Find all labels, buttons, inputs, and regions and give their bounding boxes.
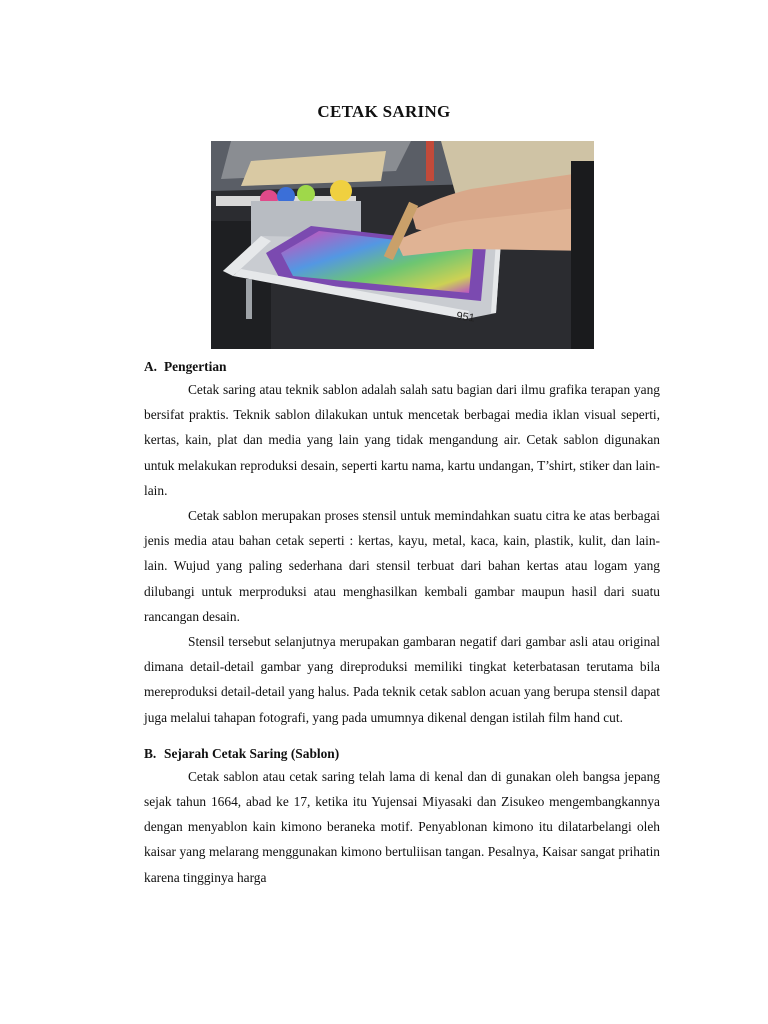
- paragraph: Cetak saring atau teknik sablon adalah salah satu bagian dari ilmu grafika terapan yang bersifat praktis. Teknik sablon dilakukan untuk mencetak berbagai media iklan visual seperti, kertas, kain, plat dan media yang lain yang tidak mengandung air. Cetak sablon digunakan untuk melakukan reproduksi desain, seperti kartu nama, kartu undangan, T’shirt, stiker dan lain-lain.: [144, 382, 660, 498]
- paragraph: Cetak sablon atau cetak saring telah lama di kenal dan di gunakan oleh bangsa jepang sejak tahun 1664, abad ke 17, ketika itu Yujensai Miyasaki dan Zisukeo mengembangkannya dengan menyablon kain kimono beraneka motif. Penyablonan kimono itu dilatarbelangi oleh kaisar yang melarang menggunakan kimono bertuliisan tangan. Pesalnya, Kaisar sangat prihatin karena tingginya harga: [144, 768, 660, 885]
- document-body: [144, 356, 660, 890]
- paragraph: Stensil tersebut selanjutnya merupakan gambaran negatif dari gambar asli atau original dimana detail-detail gambar yang direproduksi memiliki tingkat keterbatasan terutama bila mereproduksi detail-detail yang halus. Pada teknik cetak sablon acuan yang berupa stensil dapat juga melalui tahapan fotografi, yang pada umumnya dikenal dengan istilah film hand cut.: [144, 634, 660, 725]
- screen-printing-photo: [211, 141, 594, 349]
- svg-text:951: 951: [455, 310, 476, 325]
- section-heading-a: A. Pengertian: [144, 359, 227, 374]
- paragraph: Cetak sablon merupakan proses stensil untuk memindahkan suatu citra ke atas berbagai jenis media atau bahan cetak seperti : kertas, kayu, metal, kaca, kain, plastik, kulit, dan lain-lain. Wujud yang paling sederhana dari stensil terbuat dari bahan kertas atau logam yang dilubangi untuk merproduksi atau menghasilkan kembali gambar maupun hasil dari suatu rancangan desain.: [144, 508, 660, 624]
- section-heading-b: B. Sejarah Cetak Saring (Sablon): [144, 745, 340, 761]
- document-title: CETAK SARING: [317, 102, 451, 121]
